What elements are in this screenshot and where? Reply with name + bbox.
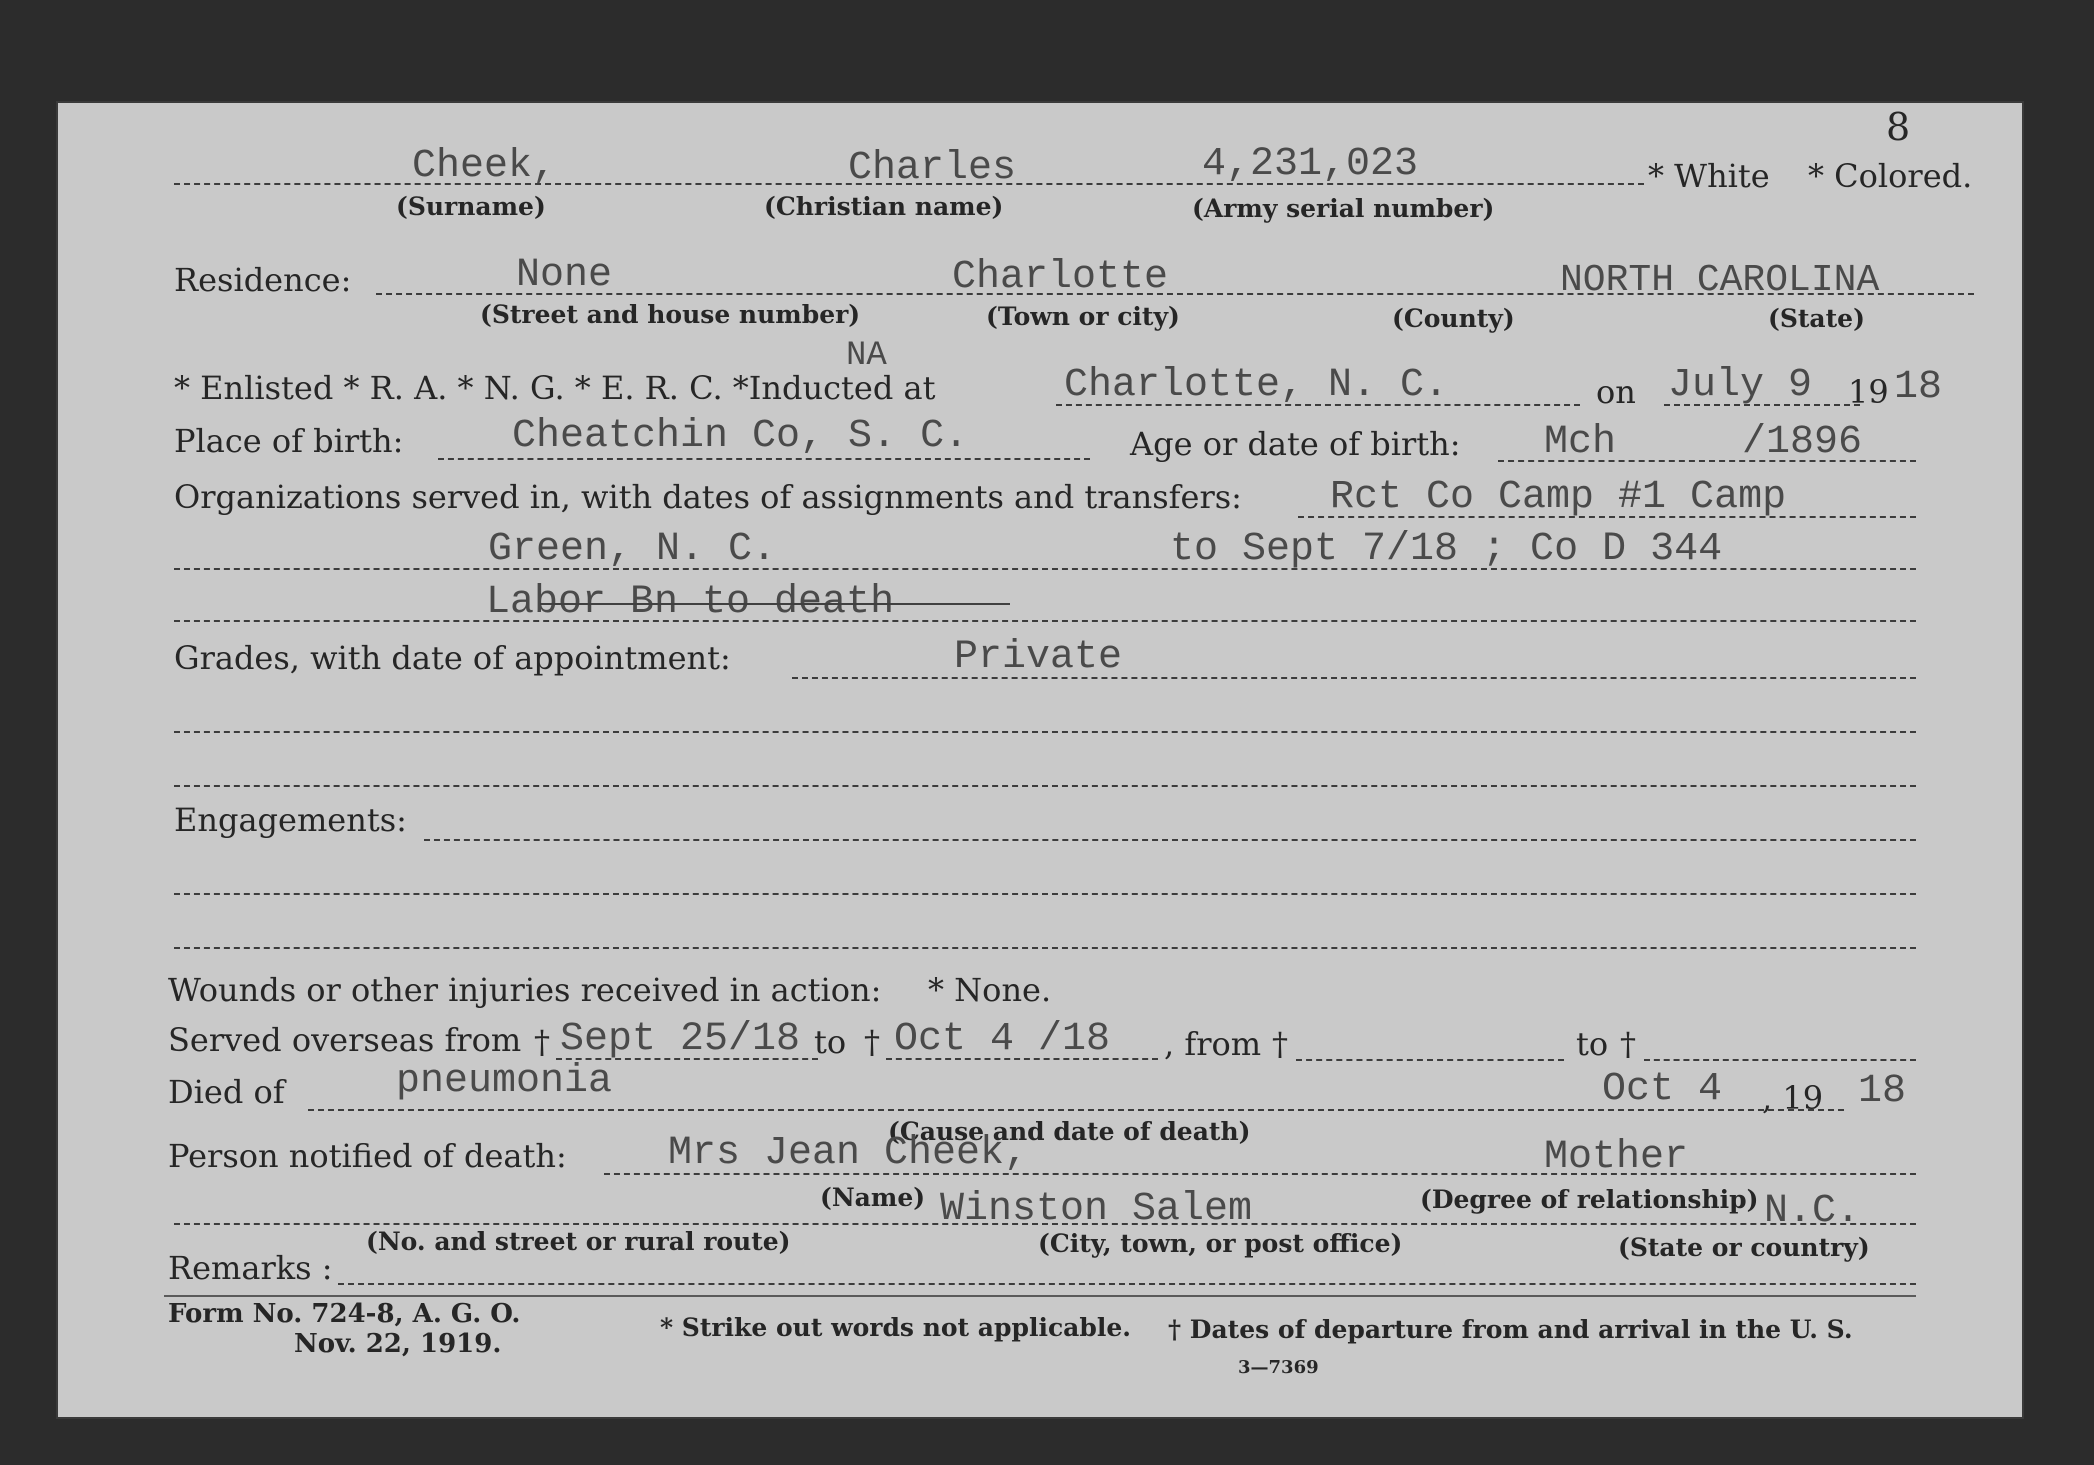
serial-number-value: 4,231,023	[1202, 142, 1419, 187]
overseas-dagger-2: †	[864, 1023, 880, 1061]
overseas-label: Served overseas from	[168, 1021, 522, 1059]
address-line	[174, 1223, 1916, 1225]
dates-note: † Dates of departure from and arrival in the U. S.	[1168, 1315, 1853, 1344]
state-country-caption: (State or country)	[1618, 1233, 1870, 1262]
organizations-value-3: Labor Bn to death	[486, 580, 895, 625]
overseas-to-label-2: to	[1576, 1025, 1609, 1063]
age-label: Age or date of birth:	[1130, 425, 1461, 463]
overseas-dagger-3: †	[1272, 1025, 1288, 1063]
surname-caption: (Surname)	[396, 192, 546, 221]
state-caption: (State)	[1768, 304, 1865, 333]
state-value: NORTH CAROLINA	[1560, 259, 1880, 302]
notified-name-value: Mrs Jean Cheek,	[668, 1131, 1029, 1176]
overseas-to-line-2	[1644, 1059, 1916, 1061]
overseas-to-label-1: to	[814, 1023, 847, 1061]
inducted-date-value: July 9	[1668, 363, 1813, 408]
enlisted-label: * Enlisted * R. A. * N. G. * E. R. C. *Inducted at	[174, 369, 936, 407]
street-value: None	[516, 253, 613, 298]
on-label: on	[1596, 373, 1636, 411]
organizations-value-1: Rct Co Camp #1 Camp	[1330, 475, 1787, 520]
print-code: 3—7369	[1238, 1357, 1319, 1378]
engagements-line-2	[174, 893, 1916, 895]
grades-line-2	[174, 731, 1916, 733]
organizations-value-2a: Green, N. C.	[488, 527, 777, 572]
birth-month-value: Mch	[1544, 420, 1617, 465]
remarks-line	[338, 1283, 1916, 1285]
organizations-line-3	[174, 620, 1916, 622]
overseas-from-value-1: Sept 25/18	[560, 1017, 801, 1062]
birth-place-value: Cheatchin Co, S. C.	[512, 414, 969, 459]
inducted-year-value: 18	[1894, 365, 1943, 410]
wounds-label: Wounds or other injuries received in action:	[168, 971, 882, 1009]
wounds-value: * None.	[928, 971, 1052, 1009]
grades-line-3	[174, 785, 1916, 787]
christian-name-value: Charles	[848, 146, 1017, 191]
organizations-line-3-strike	[540, 603, 1010, 605]
death-caption: (Cause and date of death)	[888, 1117, 1251, 1146]
city-caption: (City, town, or post office)	[1038, 1229, 1403, 1258]
inducted-year-prefix: 19	[1848, 373, 1889, 411]
birth-place-label: Place of birth:	[174, 422, 404, 460]
card-number: 8	[1886, 105, 1911, 149]
birth-year-value: /1896	[1742, 420, 1863, 465]
street-route-caption: (No. and street or rural route)	[366, 1227, 791, 1256]
overseas-from-label-2: , from	[1164, 1025, 1262, 1063]
name-caption: (Name)	[820, 1183, 926, 1212]
town-value: Charlotte	[952, 255, 1169, 300]
footer-rule	[164, 1295, 1916, 1297]
na-mark: NA	[846, 337, 887, 375]
county-caption: (County)	[1392, 304, 1515, 333]
engagements-line-3	[174, 947, 1916, 949]
organizations-value-2b: to Sept 7/18 ; Co D 344	[1170, 527, 1723, 572]
surname-value: Cheek,	[412, 144, 557, 189]
serial-number-caption: (Army serial number)	[1192, 194, 1495, 223]
engagements-line-1	[424, 839, 1916, 841]
overseas-dagger-4: †	[1620, 1025, 1636, 1063]
remarks-label: Remarks :	[168, 1249, 333, 1287]
strike-note: * Strike out words not applicable.	[660, 1313, 1131, 1342]
death-date-value: Oct 4	[1602, 1067, 1723, 1112]
death-year-prefix: , 19	[1762, 1079, 1824, 1117]
street-caption: (Street and house number)	[480, 300, 861, 329]
colored-option: * Colored.	[1808, 157, 1973, 195]
engagements-label: Engagements:	[174, 801, 407, 839]
form-date: Nov. 22, 1919.	[294, 1329, 502, 1359]
relationship-value: Mother	[1544, 1135, 1689, 1180]
relationship-caption: (Degree of relationship)	[1420, 1185, 1759, 1214]
notified-label: Person notified of death:	[168, 1137, 567, 1175]
town-caption: (Town or city)	[986, 302, 1180, 331]
residence-label: Residence:	[174, 261, 352, 299]
notified-state-value: N.C.	[1764, 1189, 1861, 1234]
death-year-value: 18	[1858, 1069, 1907, 1114]
grades-value: Private	[954, 635, 1123, 680]
overseas-dagger-1: †	[534, 1023, 550, 1061]
inducted-place-value: Charlotte, N. C.	[1064, 363, 1449, 408]
death-cause-value: pneumonia	[396, 1059, 613, 1104]
grades-label: Grades, with date of appointment:	[174, 639, 731, 677]
died-of-label: Died of	[168, 1073, 285, 1111]
notified-city-value: Winston Salem	[940, 1187, 1253, 1232]
christian-name-caption: (Christian name)	[764, 192, 1004, 221]
overseas-to-value-1: Oct 4 /18	[894, 1017, 1111, 1062]
white-option: * White	[1648, 157, 1770, 195]
organizations-label: Organizations served in, with dates of assignments and transfers:	[174, 478, 1242, 516]
form-number: Form No. 724-8, A. G. O.	[168, 1299, 521, 1329]
overseas-from-line-2	[1296, 1059, 1564, 1061]
service-record-card	[56, 101, 2024, 1419]
